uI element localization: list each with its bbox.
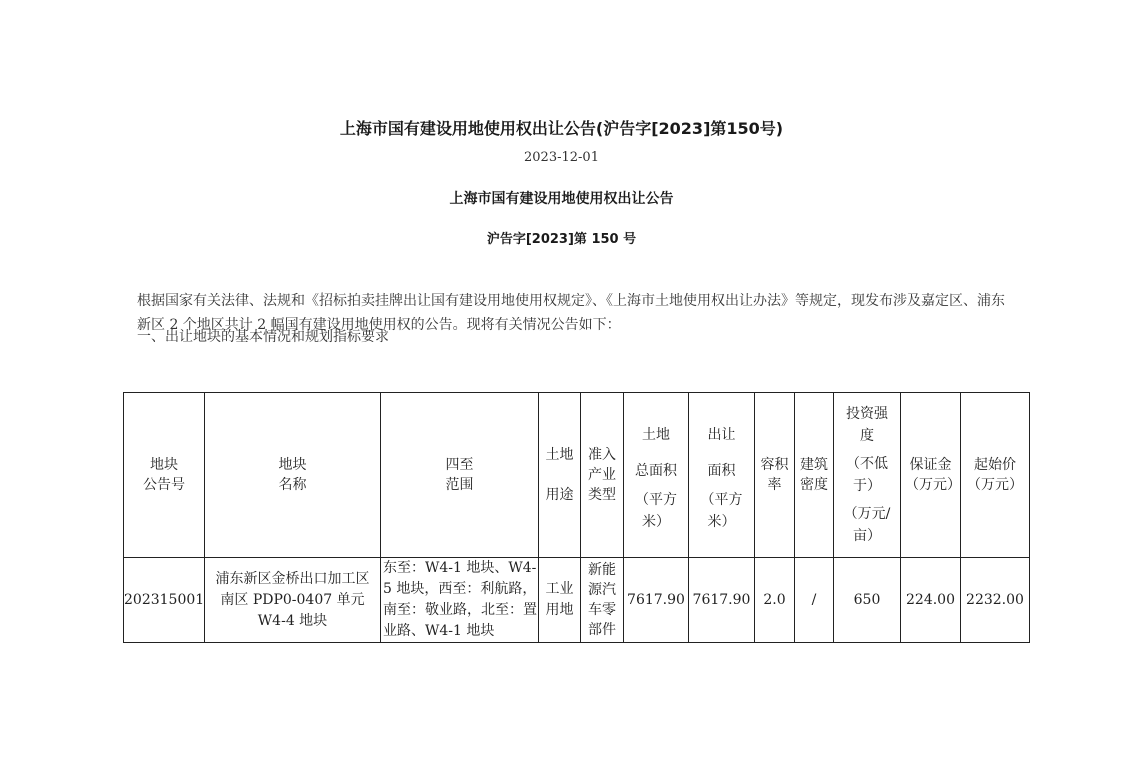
- cell-total-area: 7617.90: [624, 558, 689, 643]
- header-invest-line1: 投资强度: [846, 406, 888, 444]
- cell-plot-name: [205, 558, 381, 643]
- header-total-area-line1: 土地: [642, 427, 670, 443]
- header-land-use-text: 土地用途: [545, 447, 574, 503]
- header-density-line1: 建筑: [800, 457, 828, 473]
- cell-industry-text: 新能源汽车零部件: [588, 562, 616, 638]
- header-plot-no-line2: 公告号: [143, 477, 185, 493]
- cell-land-use: [539, 558, 581, 643]
- header-sale-area-line1: 出让: [707, 427, 736, 443]
- header-plot-name-line1: 地块: [278, 457, 307, 473]
- header-sale-area-line2: 面积: [707, 463, 736, 479]
- cell-bounds: [381, 558, 539, 643]
- table-header-row: [124, 393, 1030, 558]
- header-total-area: [624, 393, 689, 558]
- cell-plot-no: 202315001: [124, 558, 205, 643]
- header-industry: [581, 393, 624, 558]
- land-plot-table: [123, 392, 1030, 643]
- header-start-price-text: 起始价（万元）: [967, 457, 1023, 493]
- notice-title: 上海市国有建设用地使用权出让公告: [449, 191, 674, 207]
- cell-bounds-text: 东至：W4-1 地块、W4-5 地块，西至：利航路，南至：敬业路，北至：置业路、W4-1 地块: [383, 560, 537, 639]
- header-invest-line2: （不低于）: [846, 456, 888, 494]
- header-far-line1: 容积: [760, 457, 789, 473]
- header-plot-no: [124, 393, 205, 558]
- cell-invest: 650: [834, 558, 901, 643]
- section-heading: 一、出让地块的基本情况和规划指标要求: [137, 329, 389, 345]
- header-invest-line3: （万元/亩）: [843, 506, 891, 544]
- header-invest: [834, 393, 901, 558]
- cell-plot-name-text: 浦东新区金桥出口加工区南区 PDP0-0407 单元 W4-4 地块: [215, 570, 370, 629]
- header-start-price: [961, 393, 1030, 558]
- header-bounds-line2: 范围: [445, 477, 474, 493]
- header-total-area-line3: （平方米）: [635, 492, 677, 530]
- header-industry-text: 准入产业类型: [588, 447, 616, 503]
- header-sale-area-line3: （平方米）: [700, 492, 743, 530]
- header-far-line2: 率: [767, 477, 782, 493]
- cell-far: 2.0: [755, 558, 795, 643]
- page-title: 上海市国有建设用地使用权出让公告(沪告字[2023]第150号): [339, 119, 784, 138]
- cell-density: /: [795, 558, 834, 643]
- header-total-area-line2: 总面积: [635, 463, 677, 479]
- cell-land-use-text: 工业用地: [545, 581, 574, 618]
- table-row: [124, 558, 1030, 643]
- header-bounds: [381, 393, 539, 558]
- cell-sale-area: 7617.90: [689, 558, 755, 643]
- header-sale-area: [689, 393, 755, 558]
- header-plot-no-line1: 地块: [150, 457, 178, 473]
- cell-industry: [581, 558, 624, 643]
- header-plot-name-line2: 名称: [278, 477, 307, 493]
- header-bounds-line1: 四至: [445, 457, 474, 473]
- publish-date: 2023-12-01: [524, 150, 599, 165]
- document-number: 沪告字[2023]第 150 号: [486, 232, 637, 247]
- header-deposit: [901, 393, 961, 558]
- header-land-use: [539, 393, 581, 558]
- cell-start-price: 2232.00: [961, 558, 1030, 643]
- header-deposit-text: 保证金（万元）: [905, 457, 961, 493]
- header-far: [755, 393, 795, 558]
- intro-text: 根据国家有关法律、法规和《招标拍卖挂牌出让国有建设用地使用权规定》、《上海市土地使用权出让办法》等规定，现发布涉及嘉定区、浦东新区 2 个地区共计 2 幅国有建设用地使用权的公告。现将有关情况公告如下：: [137, 293, 1005, 333]
- header-density-line2: 密度: [800, 477, 828, 493]
- header-density: [795, 393, 834, 558]
- header-plot-name: [205, 393, 381, 558]
- cell-deposit: 224.00: [901, 558, 961, 643]
